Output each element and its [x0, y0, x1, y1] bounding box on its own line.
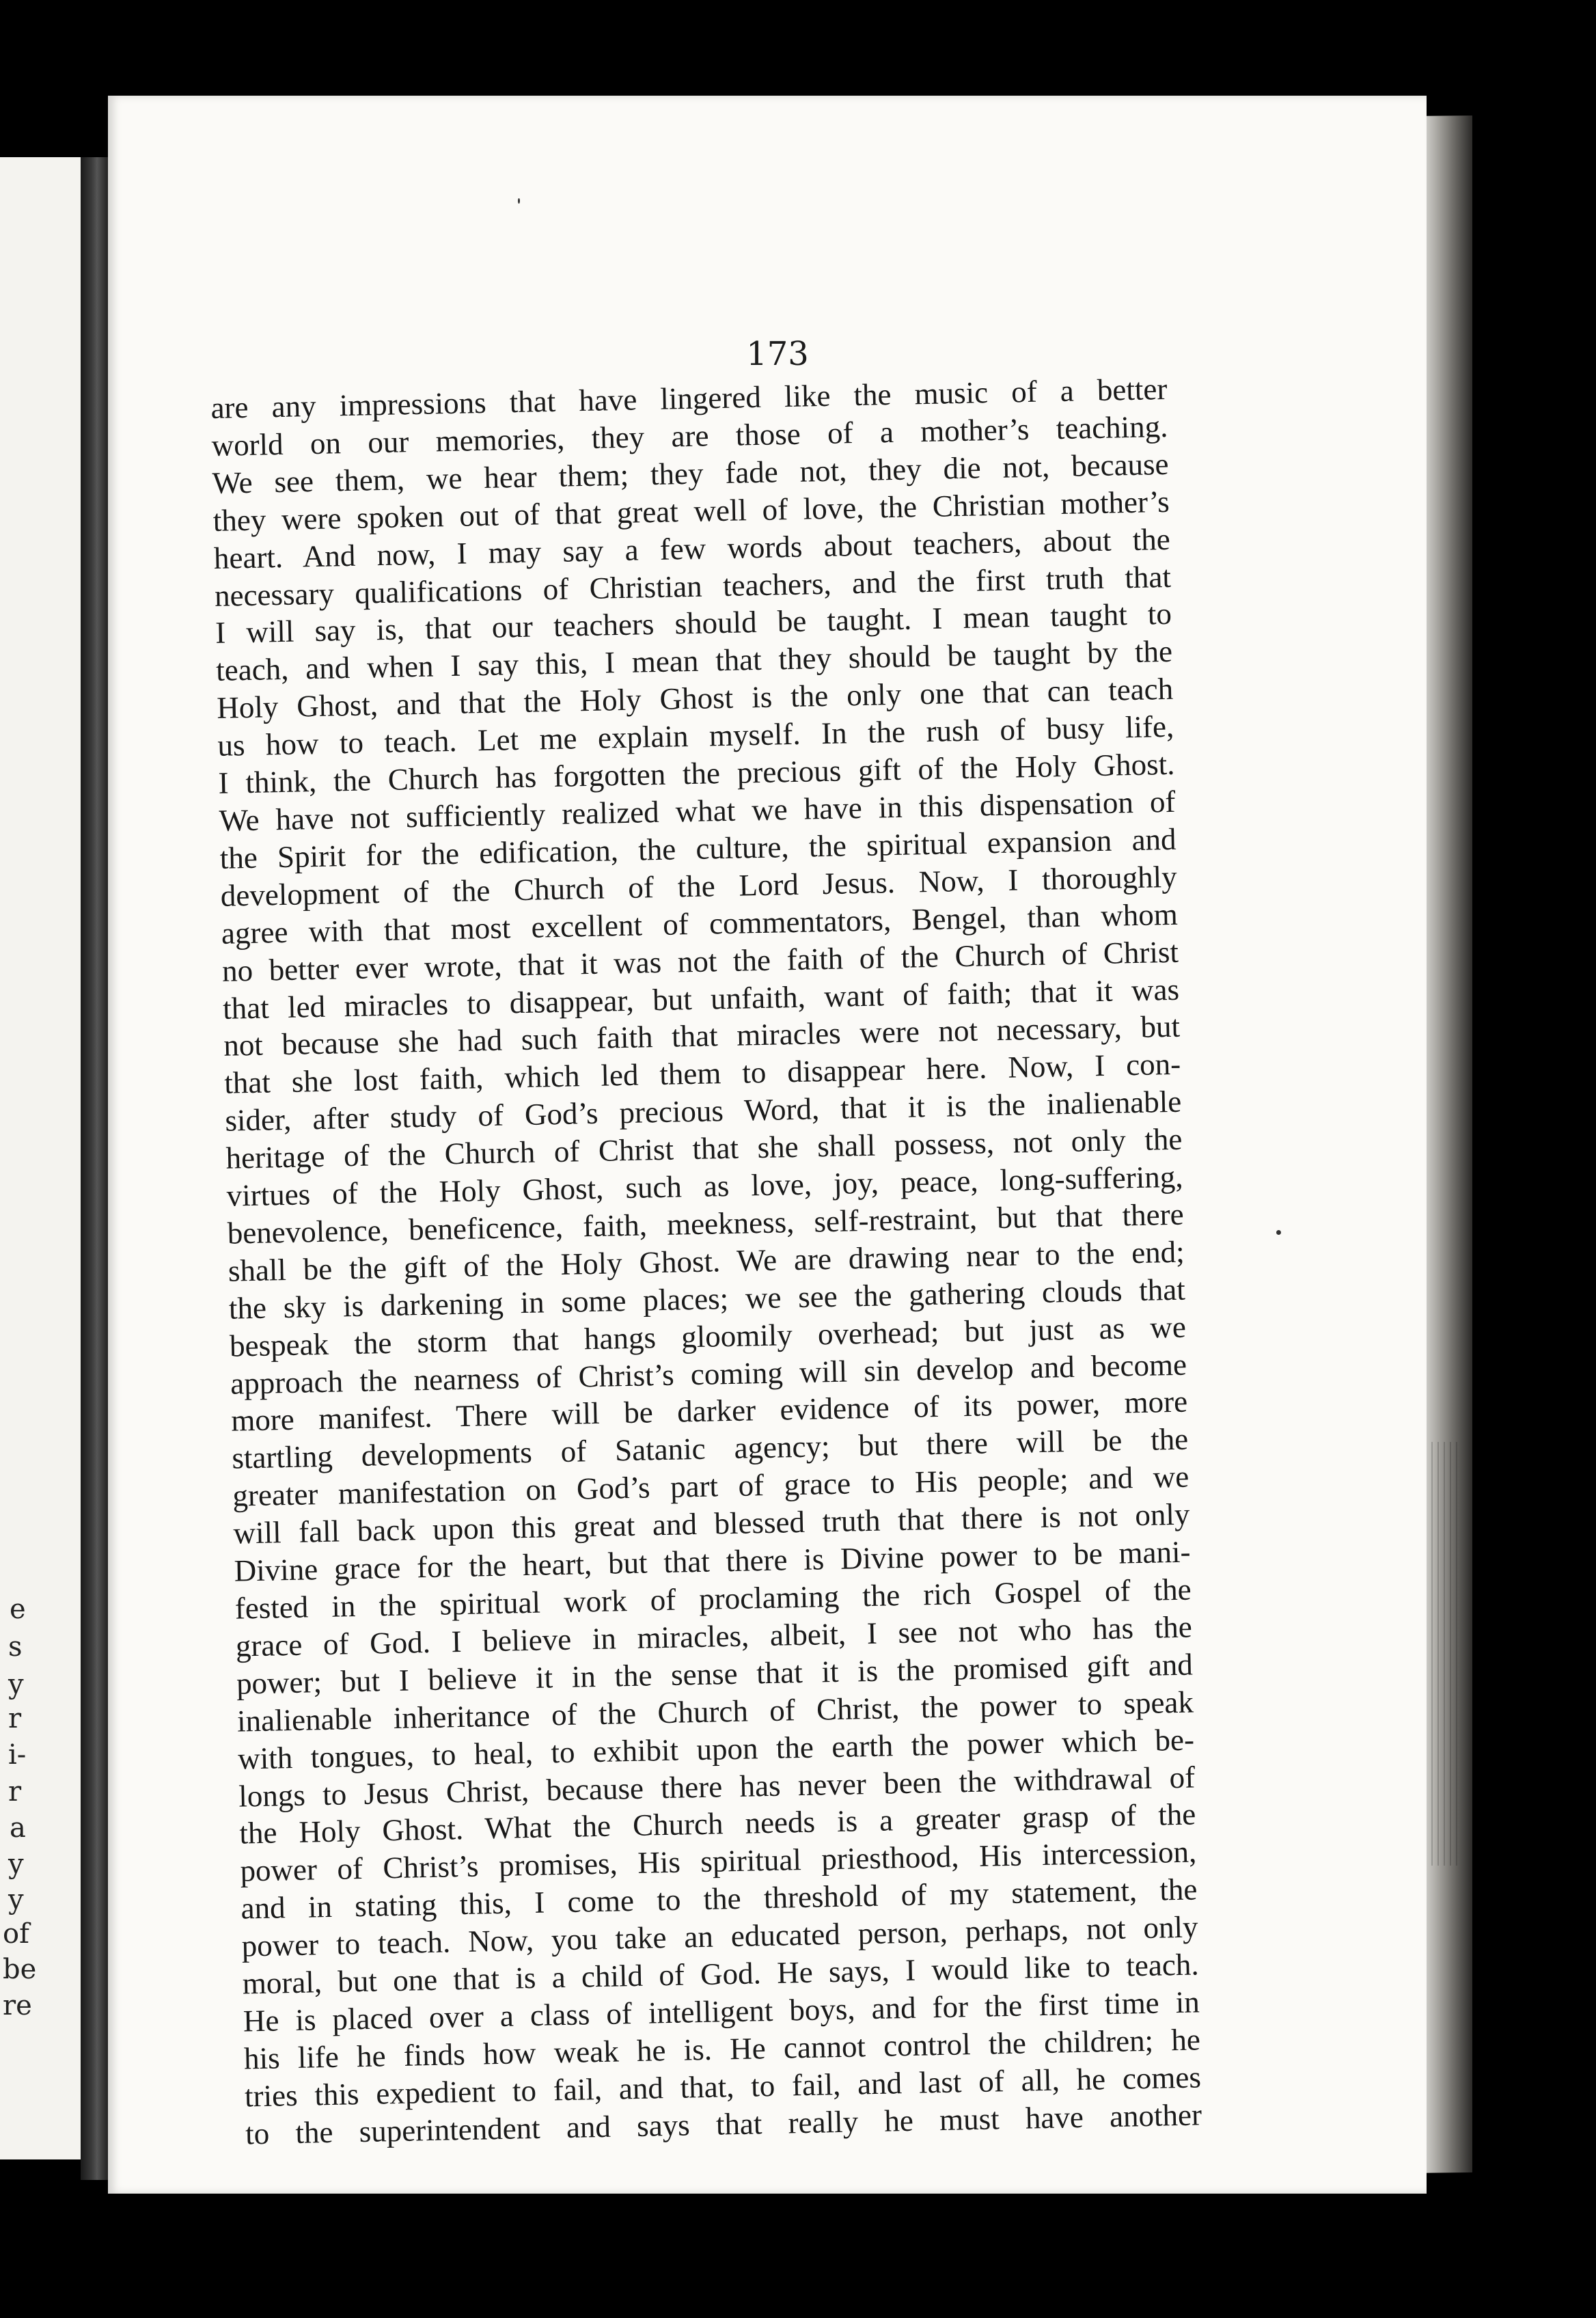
text-line: and in stating this, I come to the threshold of my statement, the	[240, 1872, 1198, 1926]
text-line: I will say is, that our teachers should be taught. I mean taught to	[215, 597, 1172, 651]
text-line: moral, but one that is a child of God. He says, I would like to teach.	[242, 1947, 1200, 2001]
text-line: We see them, we hear them; they fade not, they die not, because	[212, 446, 1169, 500]
text-line: agree with that most excellent of commentators, Bengel, than whom	[221, 897, 1179, 951]
text-line: power of Christ’s promises, His spiritual priesthood, His intercession,	[240, 1834, 1197, 1888]
text-line: his life he finds how weak he is. He cannot control the children; he	[243, 2022, 1201, 2076]
text-line: approach the nearness of Christ’s coming will sin develop and become	[230, 1347, 1187, 1401]
text-line: He is placed over a class of intelligent boys, and for the first time in	[243, 1985, 1200, 2039]
text-line: We have not sufficiently realized what we have in this dispensation of	[219, 784, 1176, 838]
left-page-fragment: r	[8, 1703, 22, 1734]
left-page-fragment: s	[8, 1631, 23, 1663]
text-line: no better ever wrote, that it was not the faith of the Church of Christ	[221, 934, 1179, 988]
left-page-fragment: y	[8, 1884, 24, 1915]
text-line: that led miracles to disappear, but unfaith, want of faith; that it was	[222, 972, 1180, 1026]
text-line: sider, after study of God’s precious Word, that it is the inalienable	[224, 1084, 1182, 1138]
text-line: that she lost faith, which led them to disappear here. Now, I con-	[223, 1047, 1181, 1101]
left-page-fragment: e	[10, 1594, 26, 1625]
text-line: development of the Church of the Lord Jesus. Now, I thoroughly	[220, 859, 1178, 913]
left-page-fragment: be	[3, 1954, 37, 1985]
text-line: will fall back upon this great and blessed truth that there is not only	[233, 1497, 1190, 1551]
left-page-fragment: r	[8, 1776, 22, 1808]
text-line: power to teach. Now, you take an educated person, perhaps, not only	[241, 1909, 1198, 1963]
text-line: fested in the spiritual work of proclaming the rich Gospel of the	[234, 1572, 1192, 1626]
left-page-fragment: of	[3, 1918, 29, 1950]
page-body-text	[210, 370, 1202, 2153]
scan-speck	[518, 198, 520, 204]
text-line: tries this expedient to fail, and that, to fail, and last of all, he comes	[244, 2060, 1202, 2114]
text-line: benevolence, beneficence, faith, meekness, self-restraint, but that there	[227, 1197, 1185, 1251]
text-line: with tongues, to heal, to exhibit upon the earth the power which be-	[237, 1722, 1195, 1776]
text-line: I think, the Church has forgotten the precious gift of the Holy Ghost.	[218, 746, 1175, 800]
text-line: necessary qualifications of Christian teachers, and the first truth that	[214, 559, 1172, 613]
text-line: Holy Ghost, and that the Holy Ghost is the only one that can teach	[216, 672, 1174, 726]
book-gutter	[81, 157, 108, 2180]
text-line: power; but I believe it in the sense that it is the promised gift and	[236, 1647, 1194, 1701]
text-line: virtues of the Holy Ghost, such as love, joy, peace, long-suffering,	[226, 1159, 1183, 1213]
text-line: to the superintendent and says that really he must have another	[245, 2097, 1202, 2151]
text-line: heart. And now, I may say a few words about teachers, about the	[213, 521, 1171, 575]
scan-speck	[1276, 1230, 1281, 1235]
text-line: are any impressions that have lingered like the music of a better	[210, 371, 1168, 425]
text-line: not because she had such faith that miracles were not necessary, but	[223, 1009, 1181, 1063]
right-page	[108, 96, 1427, 2194]
text-line: longs to Jesus Christ, because there has never been the withdrawal of	[238, 1760, 1196, 1814]
text-line: teach, and when I say this, I mean that they should be taught by the	[215, 634, 1173, 688]
text-line: Divine grace for the heart, but that there is Divine power to be mani-	[234, 1534, 1191, 1588]
left-page-fragment: y	[8, 1849, 24, 1880]
left-page-fragment: y	[8, 1669, 24, 1700]
text-line: us how to teach. Let me explain myself. In the rush of busy life,	[217, 709, 1174, 763]
text-line: the sky is darkening in some places; we see the gathering clouds that	[228, 1272, 1186, 1326]
left-page-fragment: i-	[8, 1739, 27, 1771]
text-line: bespeak the storm that hangs gloomily overhead; but just as we	[229, 1309, 1187, 1363]
text-line: shall be the gift of the Holy Ghost. We are drawing near to the end;	[228, 1234, 1185, 1288]
text-line: the Spirit for the edification, the culture, the spiritual expansion and	[219, 821, 1177, 875]
text-line: the Holy Ghost. What the Church needs is a greater grasp of the	[238, 1797, 1196, 1851]
text-line: greater manifestation on God’s part of grace to His people; and we	[232, 1459, 1189, 1513]
text-line: they were spoken out of that great well of love, the Christian mother’s	[212, 484, 1170, 538]
text-line: inalienable inheritance of the Church of Christ, the power to speak	[236, 1685, 1194, 1738]
page-number: 173	[746, 335, 809, 373]
left-page-fragment: a	[10, 1812, 26, 1844]
left-page-fragment: re	[3, 1990, 32, 2021]
left-facing-page	[0, 157, 81, 2159]
text-line: more manifest. There will be darker evidence of its power, more	[230, 1385, 1188, 1438]
text-line: grace of God. I believe in miracles, albeit, I see not who has the	[235, 1609, 1193, 1663]
text-line: startling developments of Satanic agency; but there will be the	[231, 1421, 1189, 1476]
text-line: world on our memories, they are those of a mother’s teaching.	[211, 409, 1168, 463]
text-line: heritage of the Church of Christ that she shall possess, not only the	[225, 1121, 1183, 1175]
